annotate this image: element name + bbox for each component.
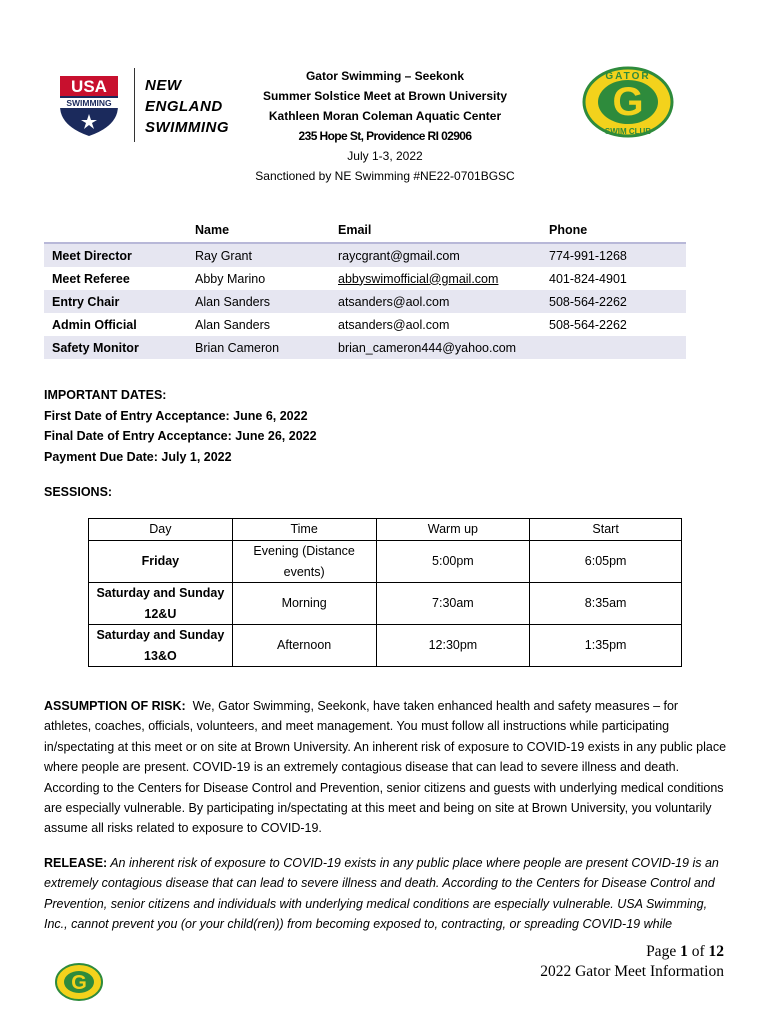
release-text: An inherent risk of exposure to COVID-19 exists in any public place where people are present COVID-19 is an extremely contagious disease that can lead to severe illness and death. According to the Centers for Disease Control and Prevention, senior citizens and individuals with underlying medical conditions are especially vulnerable. USA Swimming, Inc., cannot prevent you (or your child(ren)) from becoming exposed to, contracting, or spreading COVID-19 while	[44, 856, 719, 932]
important-dates-section	[44, 385, 317, 467]
first-entry-date: First Date of Entry Acceptance: June 6, 2022	[44, 408, 308, 423]
gator-logo-bottom-text: SWIM CLUB	[604, 127, 652, 136]
contacts-role-header	[44, 218, 187, 243]
meet-contacts-table	[44, 218, 686, 359]
table-row	[89, 625, 682, 667]
gator-logo-top-text: GATOR	[605, 71, 651, 82]
contact-phone: 508-564-2262	[541, 290, 686, 313]
assumption-lead: ASSUMPTION OF RISK:	[44, 699, 186, 713]
contact-role: Meet Director	[44, 243, 187, 267]
contact-role: Safety Monitor	[44, 336, 187, 359]
session-day: Saturday and Sunday 12&U	[89, 583, 233, 625]
meet-dates: July 1-3, 2022	[347, 149, 423, 163]
session-time: Afternoon	[232, 625, 376, 667]
footer-logo-g: G	[71, 972, 87, 994]
new-england-swimming-logo: NEW ENGLAND SWIMMING	[145, 77, 229, 136]
sessions-heading: SESSIONS:	[44, 485, 113, 499]
meet-sanction: Sanctioned by NE Swimming #NE22-0701BGSC	[255, 169, 515, 183]
gator-swim-club-logo	[582, 66, 674, 138]
usa-swimming-logo	[54, 72, 124, 138]
table-row	[44, 336, 686, 359]
table-row	[44, 267, 686, 290]
contacts-name-header: Name	[187, 218, 330, 243]
footer-gator-logo	[54, 962, 104, 1002]
contacts-email-header: Email	[330, 218, 541, 243]
contact-email: raycgrant@gmail.com	[330, 243, 541, 267]
assumption-text: We, Gator Swimming, Seekonk, have taken enhanced health and safety measures – for athletes, coaches, officials, volunteers, and meet management. You must follow all instructions while participating in/spectating at this meet or on site at Brown University. An inherent risk of exposure to COVID-19 exists in any public place where people are present. COVID-19 is an extremely contagious disease that can lead to severe illness and death. According to the Centers for Disease Control and Prevention, senior citizens and guests with underlying medical conditions are especially vulnerable. By participating in/spectating at this meet and being on site at Brown University, you voluntarily assume all risks related to exposure to COVID-19.	[44, 699, 727, 836]
contact-email: brian_cameron444@yahoo.com	[330, 336, 541, 359]
sessions-day-header: Day	[89, 519, 233, 541]
release-paragraph	[44, 853, 728, 935]
session-start: 1:35pm	[530, 625, 682, 667]
meet-venue: Kathleen Moran Coleman Aquatic Center	[268, 109, 502, 123]
contact-name: Ray Grant	[187, 243, 330, 267]
meet-header	[200, 66, 570, 186]
session-warmup: 12:30pm	[376, 625, 530, 667]
session-warmup: 7:30am	[376, 583, 530, 625]
contact-name: Brian Cameron	[187, 336, 330, 359]
session-day: Friday	[89, 541, 233, 583]
contact-email: atsanders@aol.com	[338, 317, 450, 332]
contact-name: Alan Sanders	[187, 290, 330, 313]
contact-role: Meet Referee	[52, 271, 130, 286]
table-row	[89, 583, 682, 625]
contact-phone: 508-564-2262	[549, 317, 627, 332]
usa-logo-text: USA	[71, 77, 107, 96]
sessions-table	[88, 518, 682, 667]
usa-logo-swimming-text: SWIMMING	[66, 98, 112, 108]
meet-address: 235 Hope St, Providence RI 02906	[298, 129, 472, 143]
session-warmup: 5:00pm	[376, 541, 530, 583]
important-dates-heading: IMPORTANT DATES:	[44, 388, 167, 402]
sessions-time-header: Time	[232, 519, 376, 541]
table-row	[44, 243, 686, 267]
gator-g-letter: G	[612, 80, 644, 124]
contact-role: Admin Official	[52, 317, 137, 332]
page-number: Page 1 of 12	[646, 943, 724, 960]
sessions-warmup-header: Warm up	[376, 519, 530, 541]
assumption-of-risk-paragraph	[44, 696, 728, 839]
contact-email: atsanders@aol.com	[330, 290, 541, 313]
contact-phone: 774-991-1268	[541, 243, 686, 267]
meet-host: Gator Swimming – Seekonk	[305, 69, 465, 83]
session-day: Saturday and Sunday 13&O	[89, 625, 233, 667]
session-time: Morning	[232, 583, 376, 625]
session-start: 8:35am	[530, 583, 682, 625]
table-row	[44, 313, 686, 336]
table-row	[89, 541, 682, 583]
payment-due-date: Payment Due Date: July 1, 2022	[44, 449, 232, 464]
contact-name: Alan Sanders	[195, 317, 271, 332]
contacts-phone-header: Phone	[541, 218, 686, 243]
table-row	[44, 290, 686, 313]
contact-role: Entry Chair	[44, 290, 187, 313]
contact-email-link[interactable]: abbyswimofficial@gmail.com	[338, 271, 499, 286]
contact-phone	[541, 336, 686, 359]
document-title: 2022 Gator Meet Information	[540, 963, 724, 980]
release-lead: RELEASE:	[44, 856, 108, 870]
contacts-header-row	[44, 218, 686, 243]
sessions-header-row	[89, 519, 682, 541]
session-start: 6:05pm	[530, 541, 682, 583]
contact-name: Abby Marino	[195, 271, 266, 286]
session-time: Evening (Distance events)	[232, 541, 376, 583]
contact-phone: 401-824-4901	[549, 271, 627, 286]
page-footer	[540, 942, 724, 982]
final-entry-date: Final Date of Entry Acceptance: June 26, 2022	[44, 429, 317, 443]
meet-name: Summer Solstice Meet at Brown University	[262, 89, 508, 103]
sessions-start-header: Start	[530, 519, 682, 541]
logo-divider	[134, 68, 135, 142]
